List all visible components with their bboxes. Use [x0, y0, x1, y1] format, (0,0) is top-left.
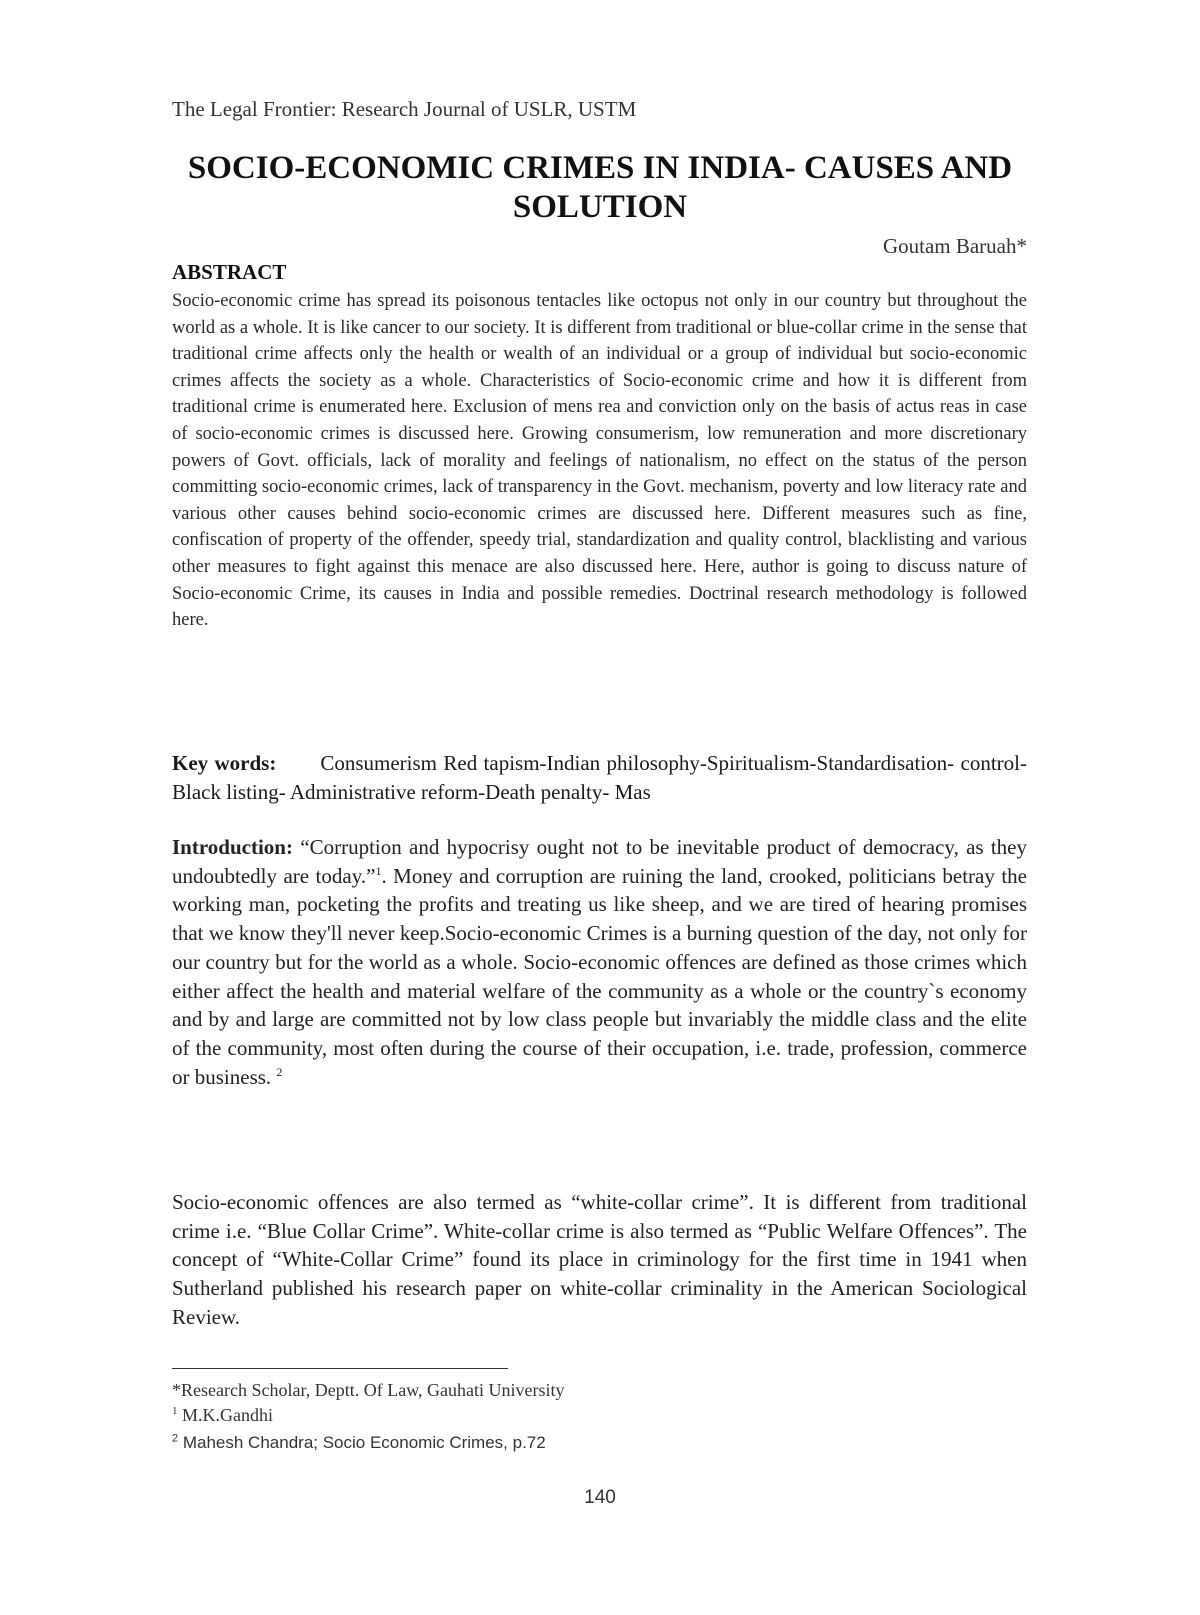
- introduction-label: Introduction:: [172, 835, 293, 859]
- footnote-ref-1[interactable]: 1: [375, 863, 382, 878]
- footnote-marker-1: 1: [172, 1405, 178, 1417]
- author-name: Goutam Baruah*: [882, 234, 1027, 258]
- footnote-1-text: M.K.Gandhi: [182, 1405, 273, 1425]
- keywords: [172, 749, 1027, 807]
- footnote-author: *Research Scholar, Deptt. Of Law, Gauhati University: [172, 1380, 565, 1400]
- introduction-paragraph: [172, 833, 1027, 1091]
- footnote-ref-2[interactable]: 2: [276, 1064, 283, 1079]
- footnote-marker-2: 2: [172, 1432, 179, 1445]
- introduction-quote: “Corruption and hypocrisy ought not to be inevitable product of democracy, as they undoubtedly are today.”: [172, 835, 1028, 888]
- footnote-2-text: Mahesh Chandra; Socio Economic Crimes, p.72: [182, 1433, 546, 1452]
- footnote-2: [172, 1433, 546, 1453]
- abstract-text: Socio-economic crime has spread its poisonous tentacles like octopus not only in our country but throughout the world as a whole. It is like cancer to our society. It is different from traditional or blue-collar crime in the sense that traditional crime affects only the health or wealth of an individual or a group of individual but socio-economic crimes affects the society as a whole. Characteristics of Socio-economic crime and how it is different from traditional crime is enumerated here. Exclusion of mens rea and conviction only on the basis of actus reas in case of socio-economic crimes is discussed here. Growing consumerism, low remuneration and more discretionary powers of Govt. officials, lack of morality and feelings of nationalism, no effect on the status of the person committing socio-economic crimes, lack of transparency in the Govt. mechanism, poverty and low literacy rate and various other causes behind socio-economic crimes are discussed here. Different measures such as fine, confiscation of property of the offender, speedy trial, standardization and quality control, blacklisting and various other measures to fight against this menace are also discussed here. Here, author is going to discuss nature of Socio-economic Crime, its causes in India and possible remedies. Doctrinal research methodology is followed here.: [172, 291, 1027, 631]
- footnote-1: [172, 1405, 273, 1426]
- abstract-heading: ABSTRACT: [172, 260, 287, 284]
- page-number: 140: [584, 1487, 616, 1508]
- keywords-text: Consumerism Red tapism-Indian philosophy-Spiritualism-Standardisation- control-Black listing- Administrative reform-Death penalty- Mas: [172, 751, 1027, 804]
- article-title: SOCIO-ECONOMIC CRIMES IN INDIA- CAUSES AND SOLUTION: [187, 150, 1013, 225]
- running-header: The Legal Frontier: Research Journal of USLR, USTM: [172, 97, 637, 121]
- footnote-divider: [172, 1368, 508, 1369]
- introduction-text: . Money and corruption are ruining the land, crooked, politicians betray the working man, pocketing the profits and treating us like sheep, and we are tired of hearing promises that we know they'll never keep.Socio-economic Crimes is a burning question of the day, not only for our country but for the world as a whole. Socio-economic offences are defined as those crimes which either affect the health and material welfare of the community as a whole or the country`s economy and by and large are committed not by low class people but invariably the middle class and the elite of the community, most often during the course of their occupation, i.e. trade, profession, commerce or business.: [172, 863, 1027, 1089]
- body-paragraph: Socio-economic offences are also termed as “white-collar crime”. It is different from traditional crime i.e. “Blue Collar Crime”. White-collar crime is also termed as “Public Welfare Offences”. The concept of “White-Collar Crime” found its place in criminology for the first time in 1941 when Sutherland published his research paper on white-collar criminality in the American Sociological Review.: [172, 1190, 1027, 1329]
- keywords-label: Key words:: [172, 751, 277, 775]
